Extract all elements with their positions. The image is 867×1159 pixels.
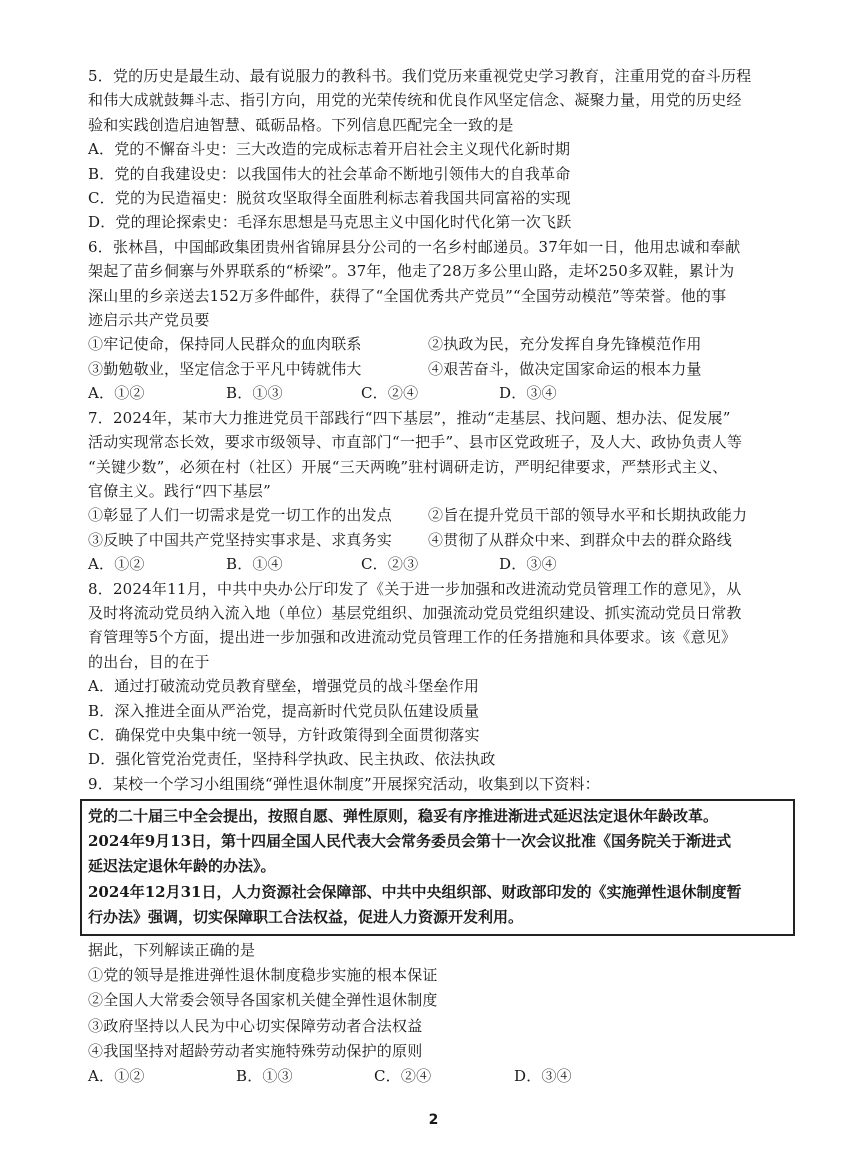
question-6-item-4: ④艰苦奋斗，做决定国家命运的根本力量 [428,359,702,378]
question-7-stem-line: “关键少数”，必须在村（社区）开展“三天两晚”驻村调研走访，严明纪律要求，严禁形式主义、 [88,457,728,476]
question-8-option-a: A．通过打破流动党员教育壁垒，增强党员的战斗堡垒作用 [88,677,480,696]
question-6-stem-line: 迹启示共产党员要 [88,311,210,330]
question-6 [88,235,788,406]
question-7-choice-a: A．①② [88,555,145,574]
question-5-stem-line: 和伟大成就鼓舞斗志、指引方向，用党的光荣传统和优良作风坚定信念、凝聚力量，用党的历史经 [88,91,742,110]
question-7-choice-c: C．②③ [361,555,419,574]
question-5-stem-line: 5．党的历史是最生动、最有说服力的教科书。我们党历来重视党史学习教育，注重用党的奋斗历程 [88,67,752,85]
question-7-stem-line: 活动实现常态长效，要求市级领导、市直部门“一把手”、县市区党政班子，及人大、政协负责人等 [88,433,743,452]
question-7-choices [88,552,788,576]
question-6-choice-a: A．①② [88,384,145,403]
question-8-option-c: C．确保党中央集中统一领导，方针政策得到全面贯彻落实 [88,725,480,744]
question-7-stem-line: 官僚主义。践行“四下基层” [88,481,271,500]
question-6-choice-c: C．②④ [361,384,419,403]
question-6-stem-line: 6．张林昌，中国邮政集团贵州省锦屏县分公司的一名乡村邮递员。37年如一日，他用忠诚和奉献 [88,237,741,256]
question-6-choice-d: D．③④ [499,384,557,403]
question-8-stem-line: 的出台，目的在于 [88,652,210,671]
question-9-stem: 9．某校一个学习小组围绕“弹性退休制度”开展探究活动，收集到以下资料： [88,774,600,793]
question-9-choice-c: C．②④ [374,1067,432,1086]
question-9-choice-d: D．③④ [514,1067,572,1086]
question-6-stem-line: 架起了苗乡侗寨与外界联系的“桥梁”。37年，他走了28万多公里山路，走坏250多双鞋，累计为 [88,262,735,281]
question-5-stem-line: 验和实践创造启迪智慧、砥砺品格。下列信息匹配完全一致的是 [88,115,514,134]
question-7-item-1: ①彰显了人们一切需求是党一切工作的出发点 [88,506,393,525]
question-9-item-4: ④我国坚持对超龄劳动者实施特殊劳动保护的原则 [88,1041,423,1060]
question-7-choice-b: B．①④ [226,555,283,574]
question-9-choices [88,1064,788,1089]
exam-page [88,64,788,1089]
material-line: 延迟法定退休年龄的办法》。 [88,857,276,876]
question-9-item-1: ①党的领导是推进弹性退休制度稳步实施的根本保证 [88,966,438,985]
question-6-choices [88,381,788,405]
question-7-stem-line: 7．2024年，某市大力推进党员干部践行“四下基层”，推动“走基层、找问题、想办法、促发展” [88,408,731,427]
material-line: 2024年9月13日，第十四届全国人民代表大会常务委员会第十一次会议批准《国务院关于渐进式 [88,832,732,851]
question-7 [88,406,788,577]
question-7-item-2: ②旨在提升党员干部的领导水平和长期执政能力 [428,506,748,525]
question-6-stem-line: 深山里的乡亲送去152万多件邮件，获得了“全国优秀共产党员”“全国劳动模范”等荣誉。他的事 [88,286,727,305]
question-6-item-3: ③勤勉敬业，坚定信念于平凡中铸就伟大 [88,359,362,378]
question-9-prompt: 据此，下列解读正确的是 [88,941,256,959]
question-8 [88,577,788,772]
question-6-items-row [88,357,788,381]
question-5-option-d: D．党的理论探索史：毛泽东思想是马克思主义中国化时代化第一次飞跃 [88,213,572,232]
question-7-items-row [88,528,788,552]
question-5 [88,64,788,235]
question-6-choice-b: B．①③ [226,384,283,403]
question-5-option-b: B．党的自我建设史：以我国伟大的社会革命不断地引领伟大的自我革命 [88,164,571,183]
question-9-item-2: ②全国人大常委会领导各国家机关健全弹性退休制度 [88,991,438,1010]
question-9 [88,772,788,1089]
question-6-item-2: ②执政为民，充分发挥自身先锋模范作用 [428,335,702,354]
material-line: 2024年12月31日，人力资源社会保障部、中共中央组织部、财政部印发的《实施弹性退休制度暂 [88,882,742,901]
question-8-stem-line: 8．2024年11月，中共中央办公厅印发了《关于进一步加强和改进流动党员管理工作的意见》，从 [88,579,742,598]
question-6-items-row [88,332,788,356]
question-8-option-b: B．深入推进全面从严治党，提高新时代党员队伍建设质量 [88,701,480,720]
materials-box [80,799,795,936]
question-5-option-a: A．党的不懈奋斗史：三大改造的完成标志着开启社会主义现代化新时期 [88,140,571,159]
question-7-item-4: ④贯彻了从群众中来、到群众中去的群众路线 [428,530,733,549]
question-7-choice-d: D．③④ [499,555,557,574]
question-5-option-c: C．党的为民造福史：脱贫攻坚取得全面胜利标志着我国共同富裕的实现 [88,189,571,208]
question-6-item-1: ①牢记使命，保持同人民群众的血肉联系 [88,335,362,354]
material-line: 党的二十届三中全会提出，按照自愿、弹性原则，稳妥有序推进渐进式延迟法定退休年龄改革。 [88,806,719,825]
material-line: 行办法》强调，切实保障职工合法权益，促进人力资源开发利用。 [88,907,524,926]
question-7-items-row [88,503,788,527]
question-8-option-d: D．强化管党治党责任，坚持科学执政、民主执政、依法执政 [88,750,496,769]
question-7-item-3: ③反映了中国共产党坚持实事求是、求真务实 [88,530,393,549]
page-number: 2 [428,1112,439,1128]
question-9-choice-a: A．①② [88,1067,145,1086]
question-9-choice-b: B．①③ [236,1067,293,1086]
question-8-stem-line: 及时将流动党员纳入流入地（单位）基层党组织、加强流动党员党组织建设、抓实流动党员日常教 [88,603,742,622]
question-8-stem-line: 育管理等5个方面，提出进一步加强和改进流动党员管理工作的任务措施和具体要求。该《意见》 [88,628,737,647]
question-9-item-3: ③政府坚持以人民为中心切实保障劳动者合法权益 [88,1016,423,1035]
